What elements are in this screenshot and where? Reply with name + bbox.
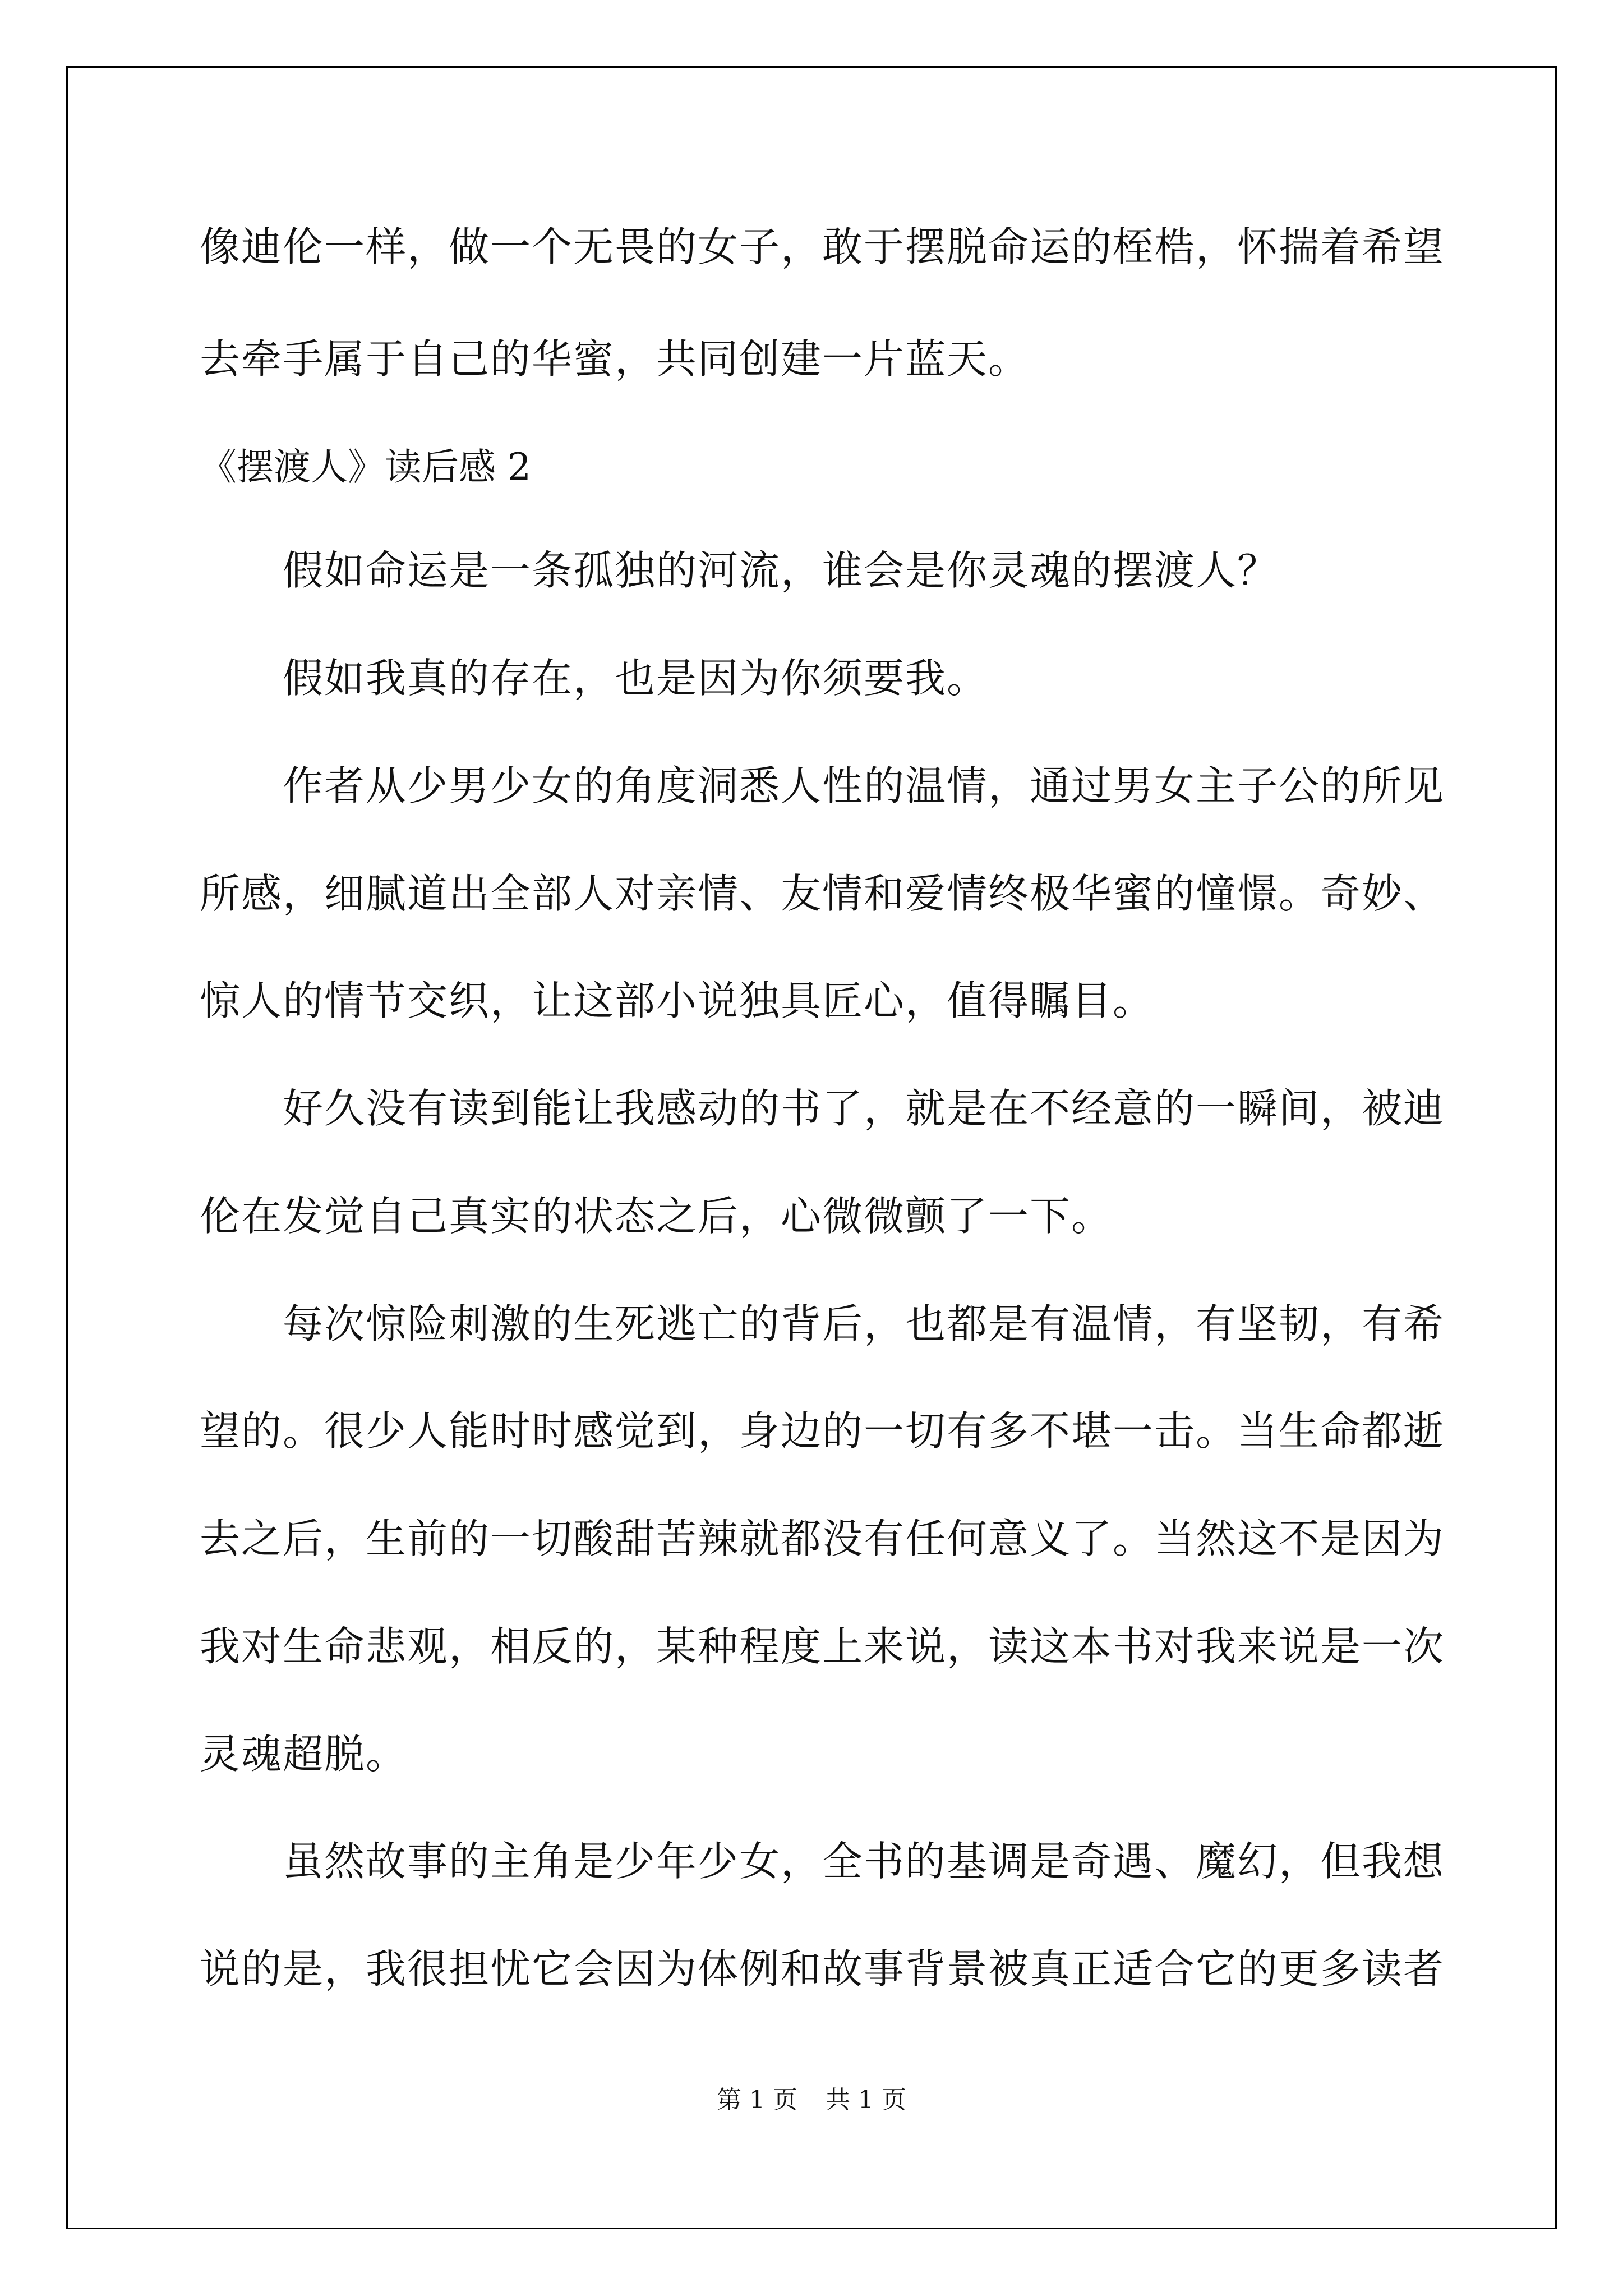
body-line: 去之后，生前的一切酸甜苦辣就都没有任何意义了。当然这不是因为 xyxy=(200,1515,1445,1562)
page-border xyxy=(66,66,1557,2229)
body-line: 假如命运是一条孤独的河流，谁会是你灵魂的摆渡人？ xyxy=(200,547,1279,594)
body-line: 说的是，我很担忧它会因为体例和故事背景被真正适合它的更多读者 xyxy=(200,1945,1445,1993)
page-footer xyxy=(0,2088,1623,2113)
body-line: 像迪伦一样，做一个无畏的女子，敢于摆脱命运的桎梏，怀揣着希望 xyxy=(200,223,1445,270)
body-line: 去牵手属于自己的华蜜，共同创建一片蓝天。 xyxy=(200,335,1030,383)
page-total: 共 1 页 xyxy=(826,2086,906,2114)
body-line: 虽然故事的主角是少年少女，全书的基调是奇遇、魔幻，但我想 xyxy=(200,1838,1445,1885)
body-line: 灵魂超脱。 xyxy=(200,1731,408,1778)
body-line: 所感，细腻道出全部人对亲情、友情和爱情终极华蜜的憧憬。奇妙、 xyxy=(200,870,1445,917)
body-line: 惊人的情节交织，让这部小说独具匠心，值得瞩目。 xyxy=(200,977,1155,1024)
body-line: 好久没有读到能让我感动的书了，就是在不经意的一瞬间，被迪 xyxy=(200,1085,1445,1132)
section-heading: 《摆渡人》读后感 2 xyxy=(200,445,531,489)
body-line: 伦在发觉自己真实的状态之后，心微微颤了一下。 xyxy=(200,1193,1113,1240)
body-line: 作者从少男少女的角度洞悉人性的温情，通过男女主子公的所见 xyxy=(200,762,1445,809)
body-line: 假如我真的存在，也是因为你须要我。 xyxy=(200,655,989,702)
page-number: 第 1 页 xyxy=(717,2086,797,2114)
body-line: 每次惊险刺激的生死逃亡的背后，也都是有温情，有坚韧，有希 xyxy=(200,1300,1445,1347)
body-line: 望的。很少人能时时感觉到，身边的一切有多不堪一击。当生命都逝 xyxy=(200,1407,1445,1455)
body-line: 我对生命悲观，相反的，某种程度上来说，读这本书对我来说是一次 xyxy=(200,1623,1445,1670)
